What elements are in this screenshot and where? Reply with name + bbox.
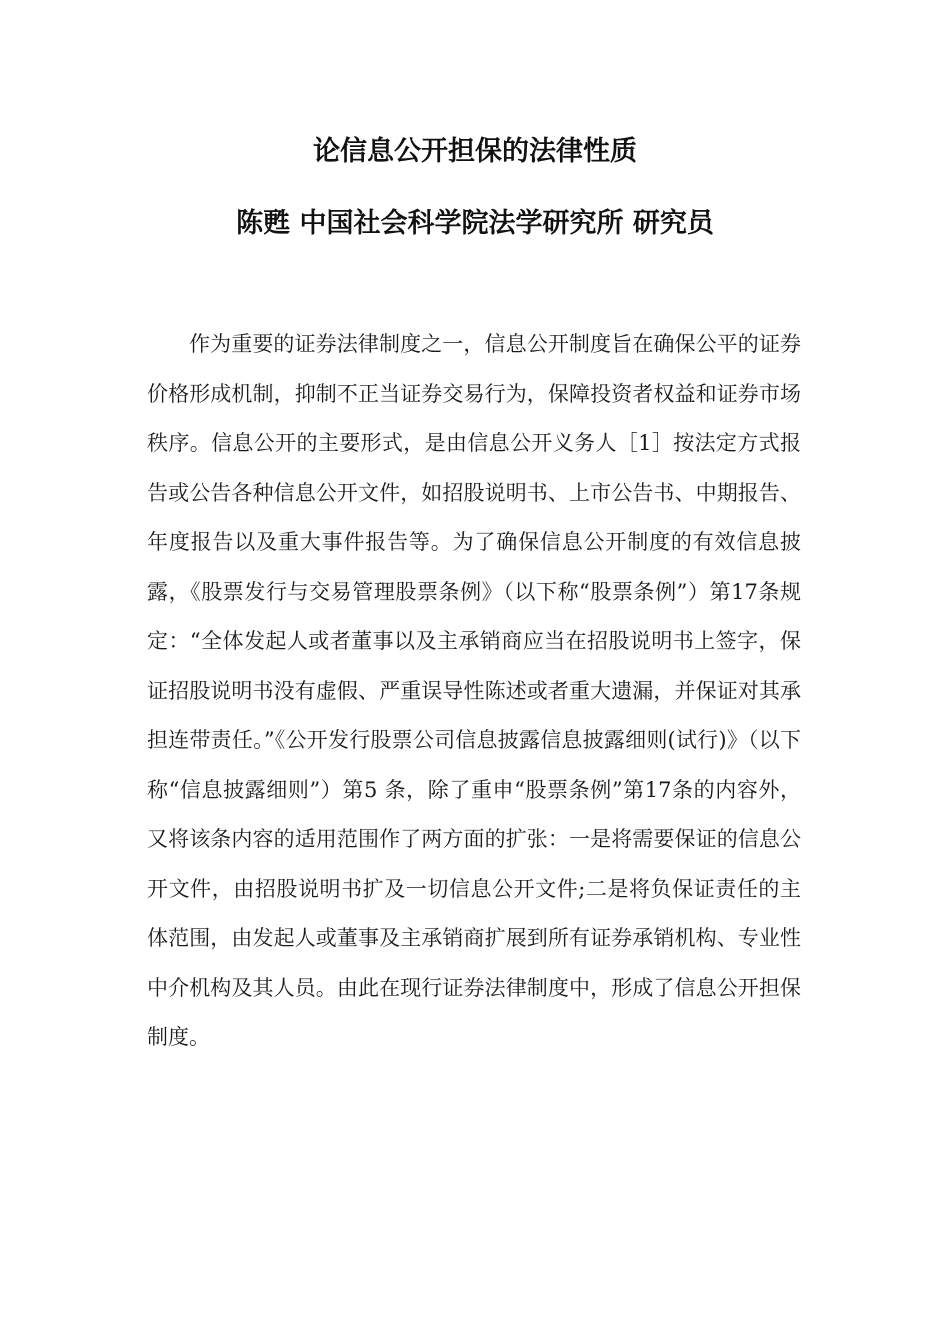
document-body [147,320,801,1063]
author-byline: 陈甦 中国社会科学院法学研究所 研究员 [236,208,714,239]
body-paragraph: 作为重要的证券法律制度之一，信息公开制度旨在确保公平的证券价格形成机制，抑制不正当证券交易行为，保障投资者权益和证券市场秩序。信息公开的主要形式，是由信息公开义务人［1］按法定方式报告或公告各种信息公开文件，如招股说明书、上市公告书、中期报告、年度报告以及重大事件报告等。为了确保信息公开制度的有效信息披露，《股票发行与交易管理股票条例》（以下称“股票条例”）第17条规定：“全体发起人或者董事以及主承销商应当在招股说明书上签字，保证招股说明书没有虚假、严重误导性陈述或者重大遗漏，并保证对其承担连带责任。”《公开发行股票公司信息披露信息披露细则(试行)》（以下称“信息披露细则”）第5 条，除了重申“股票条例”第17条的内容外，又将该条内容的适用范围作了两方面的扩张：一是将需要保证的信息公开文件，由招股说明书扩及一切信息公开文件;二是将负保证责任的主体范围，由发起人或董事及主承销商扩展到所有证券承销机构、专业性中介机构及其人员。由此在现行证券法律制度中，形成了信息公开担保制度。 [147,332,801,1049]
document-title: 论信息公开担保的法律性质 [313,136,637,167]
